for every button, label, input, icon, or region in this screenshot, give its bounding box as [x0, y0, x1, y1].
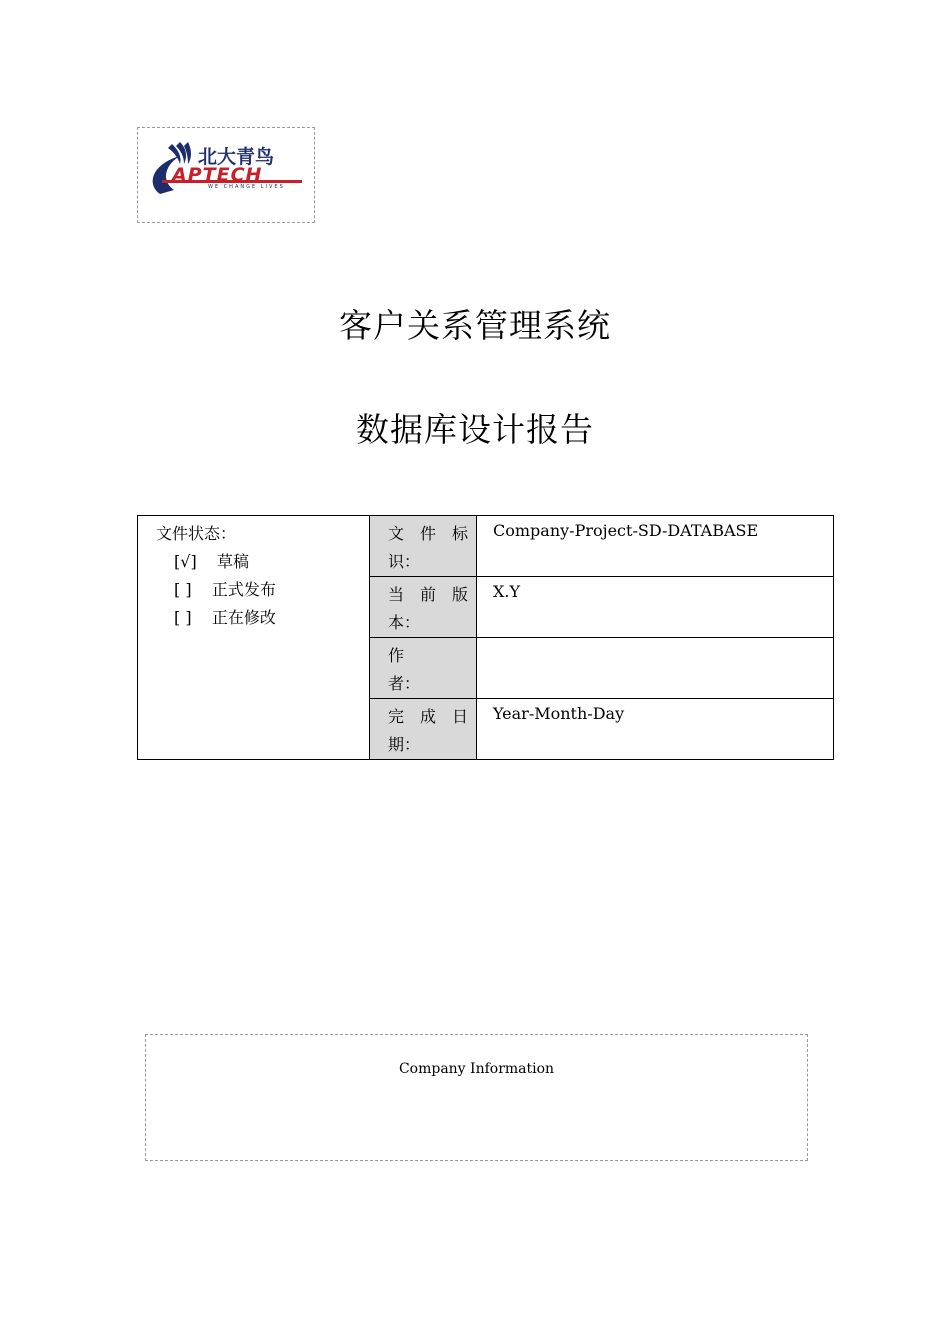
document-info-table: [137, 515, 834, 760]
label-char-end: 者：: [388, 674, 421, 693]
label-char: 文: [388, 524, 405, 543]
aptech-logo-image: [138, 128, 316, 224]
status-option-label: 正在修改: [211, 608, 276, 627]
doc-status-heading: 文件状态：: [156, 524, 237, 543]
company-info-text: Company Information: [398, 1061, 555, 1077]
field-value-date: Year-Month-Day: [477, 699, 834, 760]
status-checkbox-mark: [ ]: [174, 580, 192, 599]
label-char-end: 期：: [388, 735, 421, 754]
status-checkbox-mark: [ ]: [174, 608, 192, 627]
label-char: 日: [451, 707, 468, 726]
table-row: [138, 516, 834, 577]
document-title: 客户关系管理系统: [339, 306, 611, 345]
status-option-label: 草稿: [217, 552, 250, 571]
label-char: 前: [419, 585, 436, 604]
logo-tagline-text: WE CHANGE LIVES: [208, 184, 285, 190]
field-value-author: [477, 638, 834, 699]
label-char: 当: [388, 585, 405, 604]
field-value-version: X.Y: [477, 577, 834, 638]
doc-status-option-draft: [156, 548, 369, 576]
label-char: 件: [419, 524, 436, 543]
field-value-doc-id: Company-Project-SD-DATABASE: [477, 516, 834, 577]
label-char: 成: [419, 707, 436, 726]
document-subtitle: 数据库设计报告: [356, 410, 594, 449]
label-char: 标: [451, 524, 468, 543]
company-logo: [137, 127, 315, 223]
label-char: 完: [388, 707, 405, 726]
field-label-version: [370, 577, 477, 638]
label-char-end: 本：: [388, 613, 421, 632]
field-label-date: [370, 699, 477, 760]
status-checkbox-mark: [√]: [174, 552, 197, 571]
doc-status-option-revising: [156, 604, 369, 632]
doc-status-option-published: [156, 576, 369, 604]
field-label-doc-id: [370, 516, 477, 577]
doc-status-cell: [138, 516, 370, 760]
label-char: 版: [451, 585, 468, 604]
logo-brand-text: APTECH: [172, 164, 263, 186]
status-option-label: 正式发布: [211, 580, 276, 599]
company-info-box: [145, 1034, 808, 1161]
logo-chinese-text: 北大青鸟: [198, 146, 275, 168]
field-label-author: [370, 638, 477, 699]
label-char: 作: [388, 646, 405, 665]
label-char-end: 识：: [388, 552, 421, 571]
